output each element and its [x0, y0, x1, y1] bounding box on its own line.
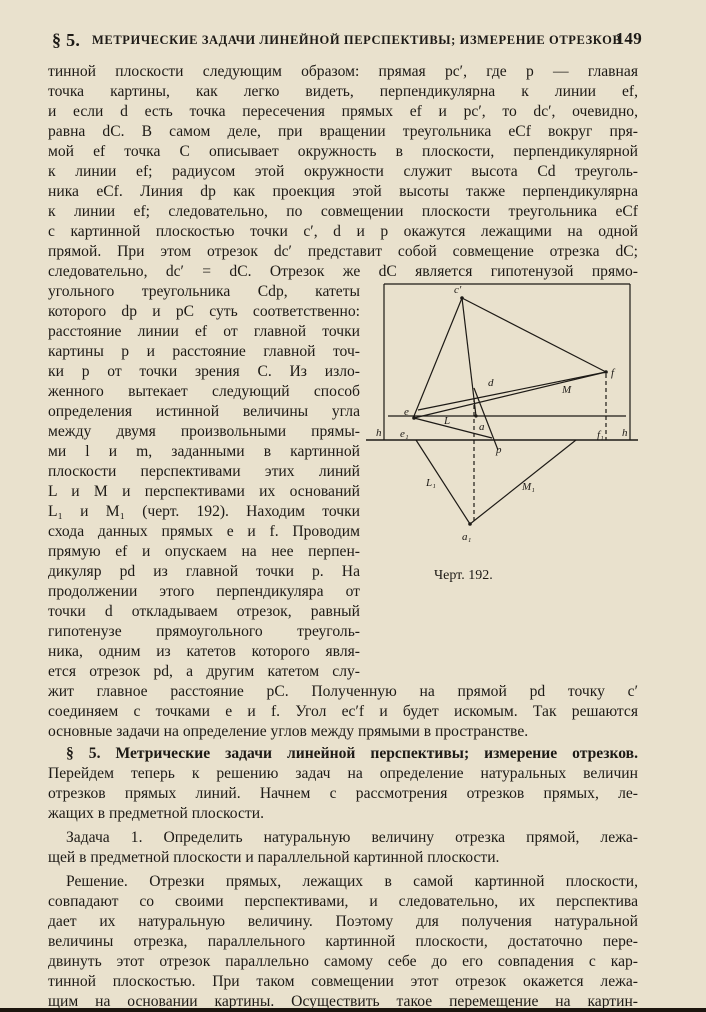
label-a1: a₁ [462, 531, 472, 543]
text-line: отрезков прямых линий. Начнем с рассмотрения отрезков прямых, ле- [48, 785, 638, 802]
text-line: равна dC. В самом деле, при вращении треугольника eCf вокруг пря- [48, 123, 638, 140]
text-line: щим на основании картины. Осуществить такое перемещение на картин- [48, 993, 638, 1010]
label-c: c′ [454, 284, 462, 296]
text-line: дает их натуральную величину. Поэтому для получения натуральной [48, 913, 638, 930]
problem-statement: Задача 1. Определить натуральную величину отрезка прямой, лежа- [66, 829, 638, 846]
line-e-f [414, 372, 606, 418]
text-line: мой ef точка C описывает окружность в плоскости, перпендикулярной [48, 143, 638, 160]
text-line: определения истинной величины угла [48, 403, 360, 420]
line-c-e1 [414, 298, 462, 416]
line-d-p [474, 388, 498, 450]
text-line: плоскости перспективами этих линий [48, 463, 360, 480]
perspective-diagram [366, 278, 638, 568]
text-line: L и M и перспективами их оснований [48, 483, 360, 500]
text-line: ется отрезок pd, а другим катетом слу- [48, 663, 360, 680]
text-line: ника, одним из катетов которого явля- [48, 643, 360, 660]
label-M: M [562, 384, 572, 396]
point-f [604, 370, 608, 374]
line-L1 [416, 440, 470, 524]
text-line: тинной плоскости следующим образом: прямая pc′, где p — главная [48, 63, 638, 80]
label-L: L [444, 415, 451, 427]
text-line: жит главное расстояние pC. Полученную на прямой pd точку c′ [48, 683, 638, 700]
text-line: тинной плоскостью. При таком совмещении этот отрезок окажется лежа- [48, 973, 638, 990]
label-p: p [496, 444, 502, 456]
text-line: соединяем с точками e и f. Угол ec′f и будет искомым. Так решаются [48, 703, 638, 720]
label-L1: L₁ [426, 477, 436, 489]
label-e1: e₁ [400, 428, 409, 440]
text-line: картины p и расстояние главной точ- [48, 343, 360, 360]
text-line: ки p от точки зрения C. Из изло- [48, 363, 360, 380]
label-h-left: h [376, 427, 382, 439]
label-h-right: h [622, 427, 628, 439]
page-number: 149 [615, 29, 642, 48]
text-line: ника eCf. Линия dp как проекция этой высоты также перпендикулярна [48, 183, 638, 200]
text-line: к линии ef; радиусом этой окружности служит высота Cd треуголь- [48, 163, 638, 180]
text-line: Решение. Отрезки прямых, лежащих в самой картинной плоскости, [66, 873, 638, 890]
label-e: e [404, 406, 409, 418]
text-line: жащих в предметной плоскости. [48, 805, 264, 822]
text-line: схода данных прямых e и f. Проводим [48, 523, 360, 540]
text-line: женного вытекает следующий способ [48, 383, 360, 400]
text-line: основные задачи на определение углов между прямыми в пространстве. [48, 723, 529, 740]
text-line: величины отрезка, параллельного картинной плоскости, достаточно пере- [48, 933, 638, 950]
text-line: которого dp и pC суть соответственно: [48, 303, 360, 320]
text-line: L₁ и M₁ (черт. 192). Находим точки [48, 503, 360, 520]
text-line: дикуляр pd из главной точки p. На [48, 563, 360, 580]
line-M [418, 372, 606, 410]
text-line: следовательно, dc′ = dC. Отрезок же dC является гипотенузой прямо- [48, 263, 638, 280]
point-a1 [468, 522, 472, 526]
text-line: к линии ef; следовательно, по совмещении плоскости треугольника eCf [48, 203, 638, 220]
text-line: между двумя произвольными прямы- [48, 423, 360, 440]
point-c [460, 296, 464, 300]
label-d: d [488, 377, 494, 389]
point-a [474, 414, 477, 417]
text-line: щей в предметной плоскости и параллельной картинной плоскости. [48, 849, 500, 866]
line-c-f [462, 298, 606, 372]
header-section-number: § 5. [52, 30, 81, 50]
text-line: расстояние линии ef от главной точки [48, 323, 360, 340]
section-heading: § 5. Метрические задачи линейной перспективы; измерение отрезков. [66, 745, 638, 762]
text-line: двинуть этот отрезок параллельно самому себе до его совпадения с кар- [48, 953, 638, 970]
text-line: Перейдем теперь к решению задач на определение натуральных величин [48, 765, 638, 782]
label-f: f [611, 367, 615, 379]
text-line: точки d откладываем отрезок, равный [48, 603, 360, 620]
text-line: точка картины, как легко видеть, перпендикулярна к линии ef, [48, 83, 638, 100]
text-line: совпадают со своими перспективами, и следовательно, их перспектива [48, 893, 638, 910]
label-M1: M₁ [522, 481, 535, 493]
point-e [412, 416, 416, 420]
text-line: гипотенузе прямоугольного треуголь- [48, 623, 360, 640]
text-line: прямой. При этом отрезок dc′ представит собой совмещение отрезка dC; [48, 243, 638, 260]
figure-192 [366, 278, 638, 568]
header-title: МЕТРИЧЕСКИЕ ЗАДАЧИ ЛИНЕЙНОЙ ПЕРСПЕКТИВЫ; ИЗМЕРЕНИЕ ОТРЕЗКОВ [92, 33, 622, 47]
text-line: и если d есть точка пересечения прямых ef и pc′, то dc′, очевидно, [48, 103, 638, 120]
figure-caption: Черт. 192. [434, 568, 493, 583]
label-a: a [479, 421, 485, 433]
text-line: прямую ef и опускаем на нее перпен- [48, 543, 360, 560]
text-line: угольного треугольника Cdp, катеты [48, 283, 360, 300]
text-line: продолжении этого перпендикуляра от [48, 583, 360, 600]
text-line: ми l и m, заданными в картинной [48, 443, 360, 460]
text-line: с картинной плоскостью точки c′, d и p окажутся лежащими на одной [48, 223, 638, 240]
label-f1: f₁ [597, 429, 604, 441]
